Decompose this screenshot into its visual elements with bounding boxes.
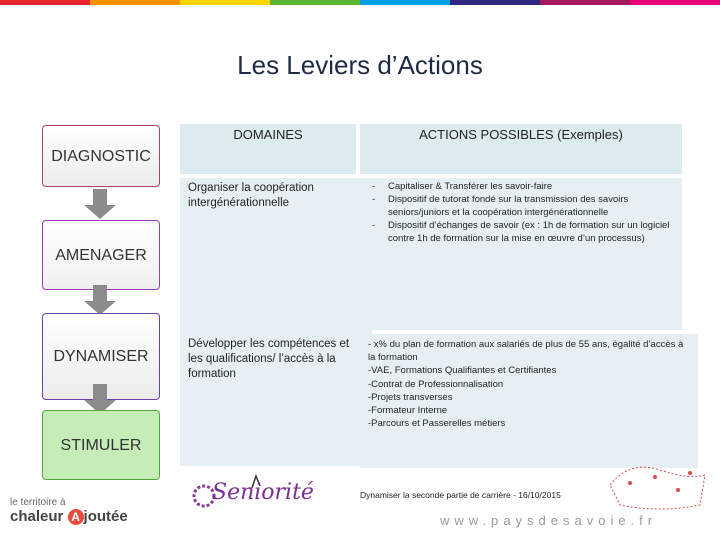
- color-strip: [0, 0, 720, 5]
- chaleur-ajoutee-logo: le territoire à chaleur A joutée: [10, 497, 128, 525]
- color-strip-segment: [270, 0, 360, 5]
- domain-cell: Organiser la coopération intergénérationnelle: [180, 178, 372, 336]
- header-domaines: DOMAINES: [180, 124, 356, 174]
- action-item: -Contrat de Professionnalisation: [368, 378, 504, 390]
- action-item: -Projets transverses: [368, 391, 453, 403]
- color-strip-segment: [450, 0, 540, 5]
- website-text: www.paysdesavoie.fr: [440, 513, 658, 528]
- page-title: Les Leviers d’Actions: [237, 50, 483, 80]
- color-strip-segment: [90, 0, 180, 5]
- down-arrow-icon: [84, 205, 116, 219]
- step-amenager: AMENAGER: [42, 220, 160, 290]
- actions-cell: [360, 178, 682, 330]
- step-diagnostic: DIAGNOSTIC: [42, 125, 160, 187]
- color-strip-segment: [360, 0, 450, 5]
- step-stimuler: STIMULER: [42, 410, 160, 480]
- seniorite-logo: Seniorité: [192, 470, 312, 525]
- color-strip-segment: [630, 0, 720, 5]
- color-strip-segment: [180, 0, 270, 5]
- action-item: - Dispositif de tutorat fondé sur la transmission des savoirs seniors/juniors et la coopération intergénérationnelle: [370, 193, 674, 219]
- color-strip-segment: [540, 0, 630, 5]
- footer-caption: Dynamiser la seconde partie de carrière - 16/10/2015: [360, 490, 561, 500]
- action-item: - Capitaliser & Transférer les savoir-faire: [370, 180, 674, 193]
- step-dynamiser: DYNAMISER: [42, 313, 160, 400]
- action-item: -Parcours et Passerelles métiers: [368, 418, 506, 430]
- header-actions: ACTIONS POSSIBLES (Exemples): [360, 124, 682, 174]
- map-icon: [600, 455, 710, 515]
- action-item: -VAE, Formations Qualifiantes et Certifiantes: [368, 365, 557, 377]
- action-item: - Dispositif d’échanges de savoir (ex : 1h de formation sur un logiciel contre 1h de formation sur la mise en œuvre d’un processus): [370, 219, 674, 245]
- action-item: - x% du plan de formation aux salariés de plus de 55 ans, égalité d’accès à la formation: [368, 339, 684, 364]
- action-item: -Formateur Interne: [368, 405, 448, 417]
- color-strip-segment: [0, 0, 90, 5]
- actions-cell: [360, 334, 698, 468]
- domain-cell: Développer les compétences et les qualifications/ l’accès à la formation: [180, 334, 372, 466]
